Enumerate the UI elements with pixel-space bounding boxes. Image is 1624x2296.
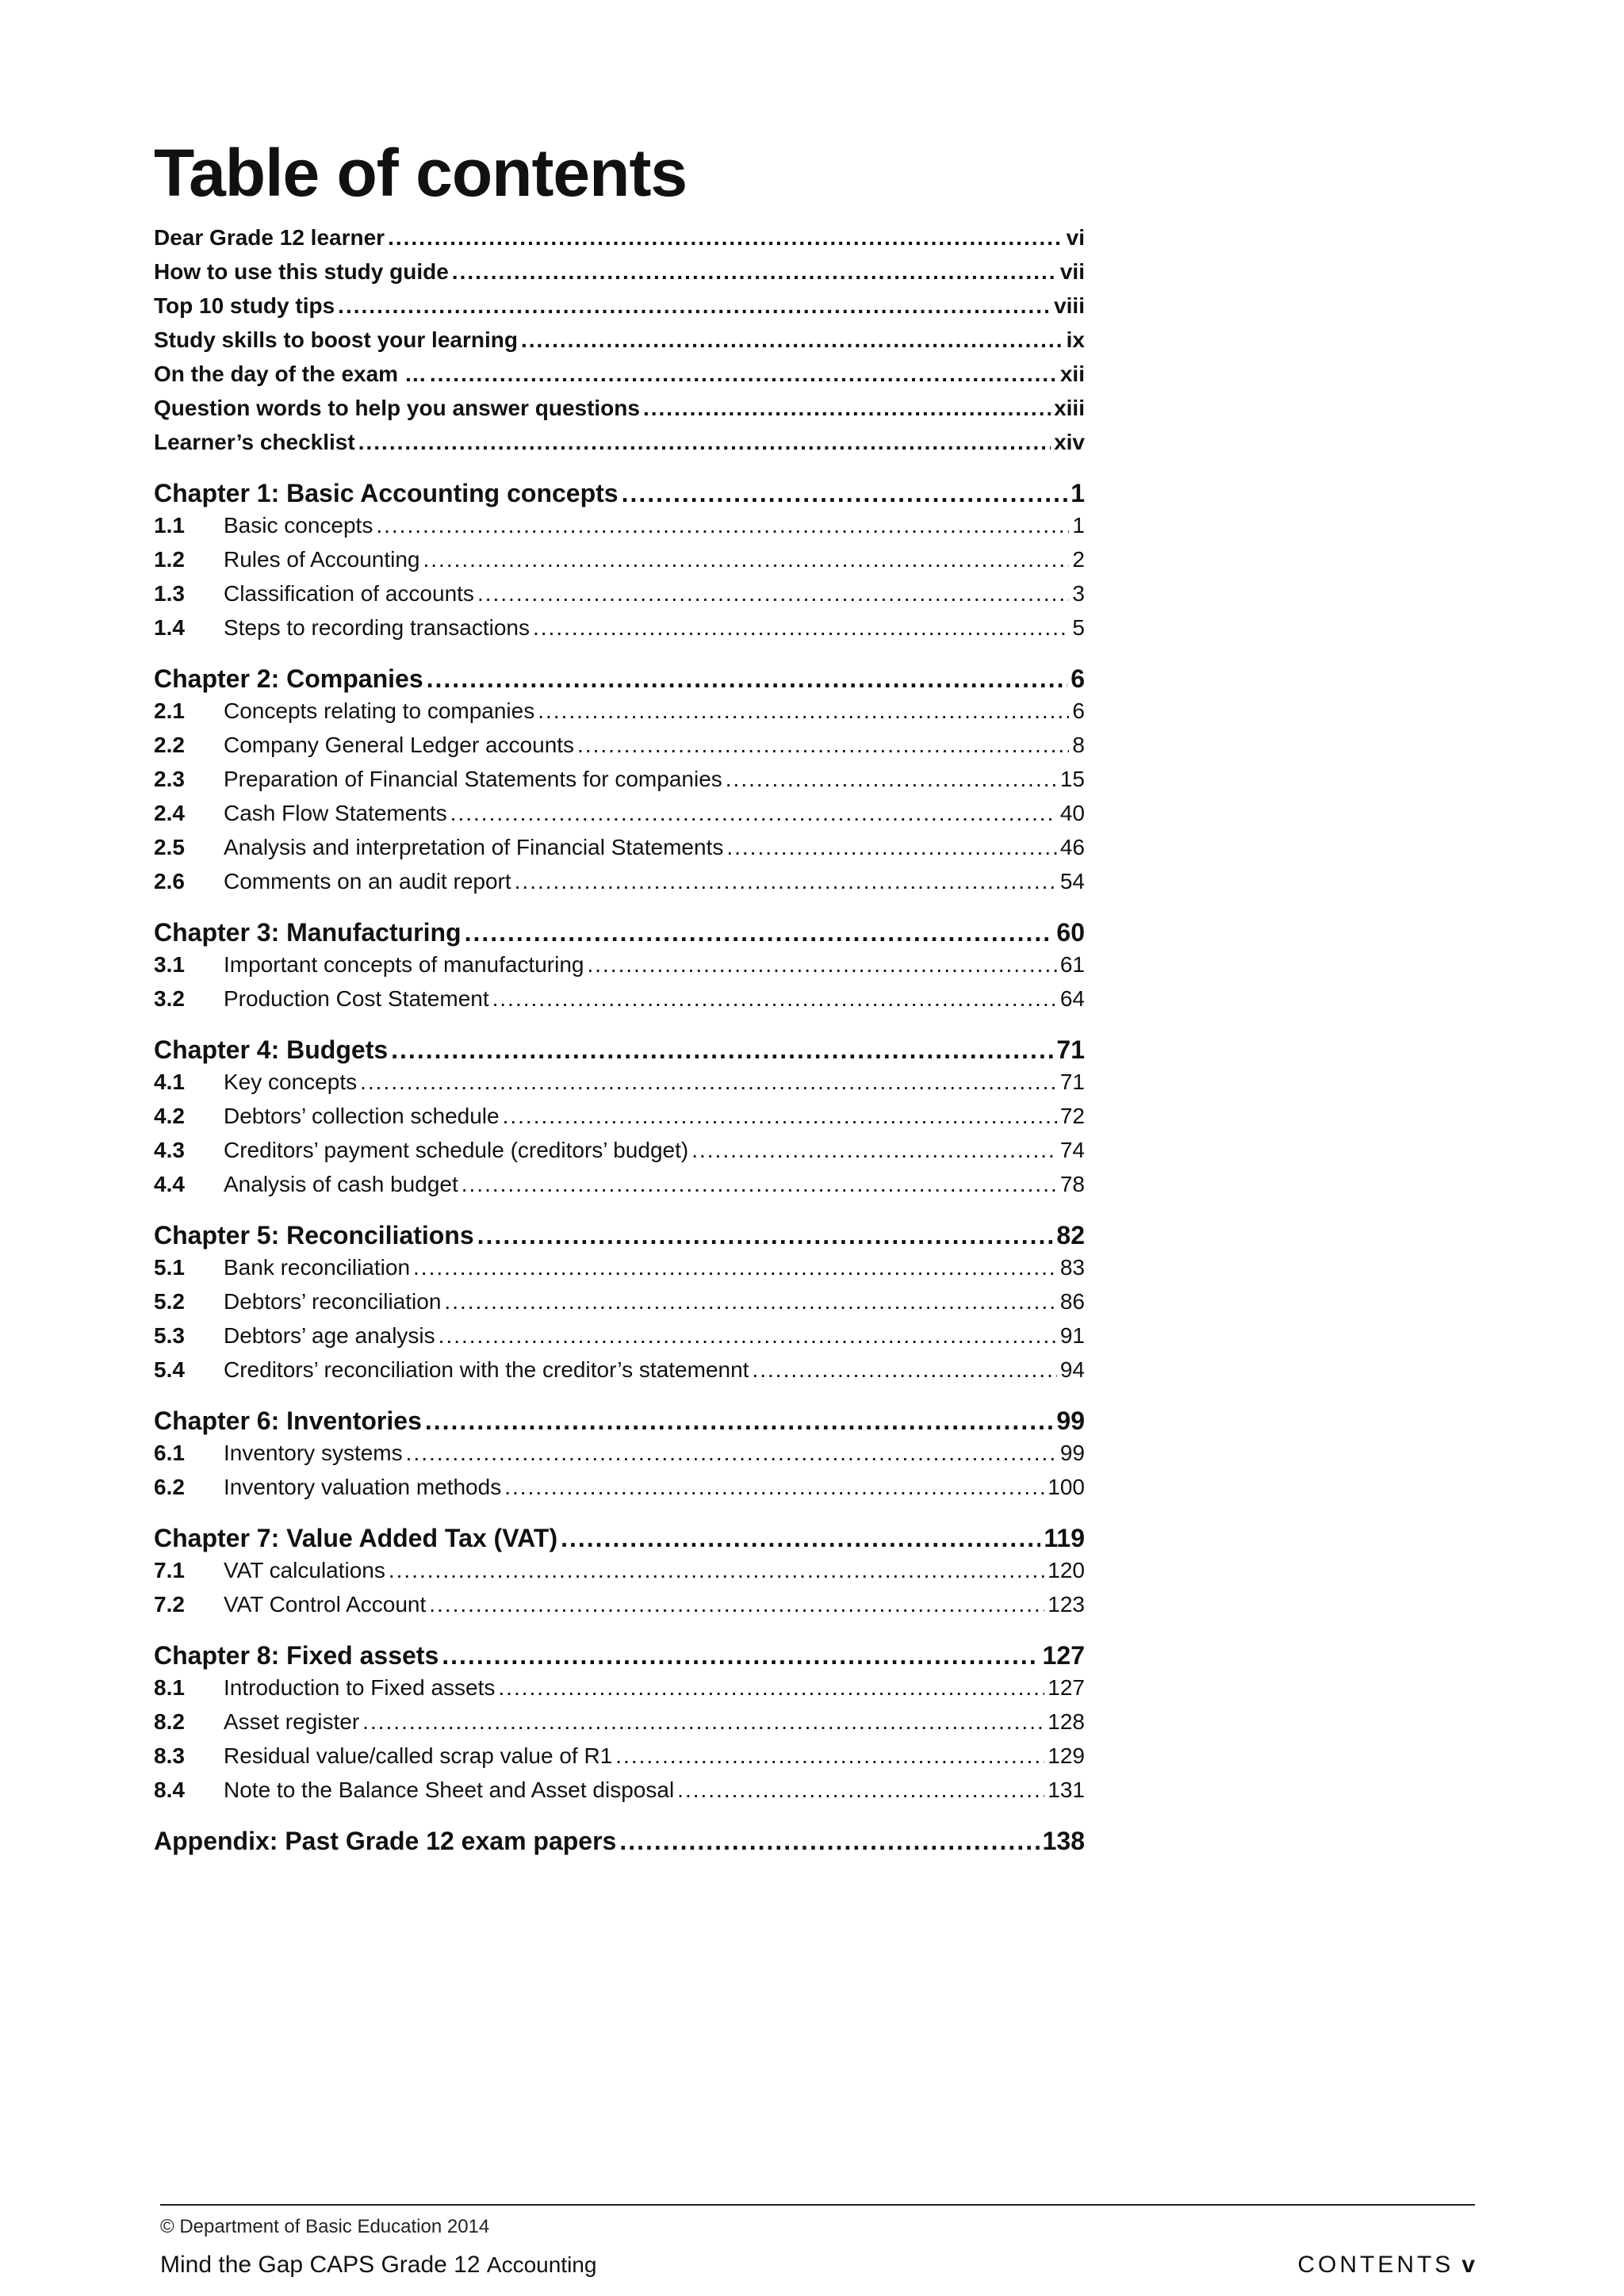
entry-page: xii: [1059, 362, 1085, 386]
dot-leader: [376, 508, 1069, 542]
dot-leader: [504, 1470, 1044, 1504]
dot-leader: [425, 1406, 1054, 1436]
entry-page: 128: [1048, 1709, 1085, 1734]
book-subject: Accounting: [486, 2252, 597, 2277]
dot-leader: [439, 1318, 1057, 1353]
section-entry: [154, 1318, 1085, 1353]
dot-leader: [362, 1705, 1044, 1739]
entry-page: 8: [1072, 733, 1085, 757]
book-title: [160, 2252, 596, 2279]
section-entry: [154, 1436, 1085, 1470]
page-title: Table of contents: [154, 136, 688, 210]
entry-label: Cash Flow Statements: [224, 801, 447, 825]
entry-page: 6: [1071, 664, 1085, 693]
entry-label: Chapter 1: Basic Accounting concepts: [154, 479, 619, 507]
section-number: 7.2: [154, 1592, 185, 1617]
entry-label: Chapter 8: Fixed assets: [154, 1641, 439, 1670]
section-entry: [154, 762, 1085, 796]
entry-label: Inventory valuation methods: [224, 1475, 502, 1499]
entry-label: Inventory systems: [224, 1441, 403, 1465]
section-entry: [154, 1065, 1085, 1099]
entry-page: 74: [1059, 1138, 1085, 1162]
dot-leader: [726, 762, 1057, 796]
section-number: 2.2: [154, 733, 185, 757]
section-number: 2.1: [154, 698, 185, 723]
spacer: [154, 898, 1085, 917]
section-number: 4.4: [154, 1172, 185, 1196]
book-title-text: Mind the Gap CAPS Grade 12: [160, 2252, 481, 2278]
dot-leader: [677, 1773, 1044, 1807]
entry-label: How to use this study guide: [154, 259, 449, 284]
spacer: [154, 1807, 1085, 1826]
front-matter-entry: [154, 357, 1085, 391]
section-number: 6.2: [154, 1475, 185, 1499]
spacer: [154, 1201, 1085, 1220]
dot-leader: [360, 1065, 1057, 1099]
entry-page: 94: [1059, 1357, 1085, 1382]
entry-page: 61: [1059, 952, 1085, 977]
entry-label: Debtors’ reconciliation: [224, 1289, 442, 1314]
section-number: 3.2: [154, 986, 185, 1011]
entry-page: 15: [1059, 767, 1085, 791]
section-entry: [154, 1167, 1085, 1201]
dot-leader: [477, 576, 1069, 610]
entry-label: Basic concepts: [224, 513, 373, 538]
dot-leader: [515, 864, 1057, 898]
dot-leader: [430, 357, 1057, 391]
running-head-text: CONTENTS: [1297, 2252, 1454, 2278]
dot-leader: [388, 220, 1063, 254]
front-matter-entry: [154, 289, 1085, 323]
spacer: [154, 1387, 1085, 1406]
chapter-heading: [154, 1220, 1085, 1250]
section-entry: [154, 1099, 1085, 1133]
entry-label: Introduction to Fixed assets: [224, 1675, 496, 1700]
entry-page: vii: [1059, 259, 1085, 284]
spacer: [154, 1016, 1085, 1035]
section-number: 8.2: [154, 1709, 185, 1734]
page-number: v: [1461, 2252, 1475, 2278]
section-number: 8.3: [154, 1743, 185, 1768]
chapter-heading: [154, 1035, 1085, 1065]
entry-label: Important concepts of manufacturing: [224, 952, 584, 977]
dot-leader: [477, 1220, 1054, 1250]
section-number: 5.2: [154, 1289, 185, 1314]
dot-leader: [521, 323, 1063, 357]
dot-leader: [643, 391, 1051, 425]
dot-leader: [423, 542, 1070, 576]
entry-page: 100: [1048, 1475, 1085, 1499]
section-number: 5.4: [154, 1357, 185, 1382]
dot-leader: [691, 1133, 1057, 1167]
entry-label: Comments on an audit report: [224, 869, 511, 894]
entry-label: Analysis and interpretation of Financial Statements: [224, 835, 724, 859]
section-number: 8.4: [154, 1777, 185, 1802]
entry-page: 40: [1059, 801, 1085, 825]
entry-label: Note to the Balance Sheet and Asset disposal: [224, 1777, 675, 1802]
dot-leader: [442, 1640, 1039, 1670]
dot-leader: [465, 917, 1054, 947]
section-number: 5.1: [154, 1255, 185, 1280]
section-entry: [154, 864, 1085, 898]
entry-label: Study skills to boost your learning: [154, 327, 518, 352]
section-entry: [154, 1587, 1085, 1621]
dot-leader: [413, 1250, 1057, 1284]
dot-leader: [427, 664, 1068, 694]
entry-page: xiii: [1054, 396, 1085, 420]
section-entry: [154, 982, 1085, 1016]
entry-page: 120: [1048, 1558, 1085, 1582]
entry-page: 127: [1048, 1675, 1085, 1700]
dot-leader: [533, 610, 1069, 645]
chapter-heading: [154, 917, 1085, 947]
dot-leader: [429, 1587, 1044, 1621]
section-number: 4.1: [154, 1070, 185, 1094]
entry-page: 1: [1072, 513, 1085, 538]
entry-page: 131: [1048, 1777, 1085, 1802]
section-number: 1.2: [154, 547, 185, 572]
chapter-heading: [154, 1406, 1085, 1436]
footer-divider: [160, 2204, 1475, 2206]
entry-page: 3: [1072, 581, 1085, 606]
table-of-contents: [154, 220, 1085, 1856]
entry-label: Analysis of cash budget: [224, 1172, 458, 1196]
section-number: 1.3: [154, 581, 185, 606]
entry-label: Bank reconciliation: [224, 1255, 411, 1280]
entry-label: VAT calculations: [224, 1558, 385, 1582]
section-entry: [154, 1553, 1085, 1587]
dot-leader: [622, 478, 1068, 508]
entry-label: Rules of Accounting: [224, 547, 420, 572]
dot-leader: [615, 1739, 1044, 1773]
chapter-heading: [154, 1640, 1085, 1670]
section-entry: [154, 1739, 1085, 1773]
section-entry: [154, 947, 1085, 982]
spacer: [154, 1621, 1085, 1640]
entry-page: 72: [1059, 1104, 1085, 1128]
entry-page: 99: [1056, 1406, 1085, 1435]
entry-label: Concepts relating to companies: [224, 698, 535, 723]
running-head: [1297, 2252, 1475, 2279]
entry-label: Company General Ledger accounts: [224, 733, 575, 757]
dot-leader: [450, 796, 1057, 830]
entry-label: Steps to recording transactions: [224, 615, 530, 640]
dot-leader: [444, 1284, 1056, 1318]
dot-leader: [492, 982, 1057, 1016]
entry-label: Question words to help you answer questions: [154, 396, 640, 420]
entry-page: 71: [1059, 1070, 1085, 1094]
dot-leader: [503, 1099, 1057, 1133]
entry-label: Top 10 study tips: [154, 293, 335, 318]
section-number: 6.1: [154, 1441, 185, 1465]
entry-page: 129: [1048, 1743, 1085, 1768]
entry-page: 127: [1042, 1641, 1085, 1670]
section-entry: [154, 1470, 1085, 1504]
dot-leader: [587, 947, 1056, 982]
entry-label: Production Cost Statement: [224, 986, 489, 1011]
entry-label: Debtors’ age analysis: [224, 1323, 435, 1348]
entry-label: Learner’s checklist: [154, 430, 355, 454]
entry-page: ix: [1066, 327, 1085, 352]
section-number: 4.3: [154, 1138, 185, 1162]
section-number: 2.3: [154, 767, 185, 791]
section-entry: [154, 830, 1085, 864]
section-entry: [154, 1670, 1085, 1705]
section-number: 7.1: [154, 1558, 185, 1582]
entry-label: Debtors’ collection schedule: [224, 1104, 500, 1128]
dot-leader: [462, 1167, 1057, 1201]
entry-page: 46: [1059, 835, 1085, 859]
entry-page: 119: [1044, 1524, 1085, 1552]
section-number: 1.4: [154, 615, 185, 640]
section-entry: [154, 728, 1085, 762]
dot-leader: [338, 289, 1051, 323]
front-matter-entry: [154, 254, 1085, 289]
entry-label: Chapter 7: Value Added Tax (VAT): [154, 1524, 558, 1552]
entry-label: On the day of the exam …: [154, 362, 427, 386]
entry-page: 6: [1072, 698, 1085, 723]
section-entry: [154, 1133, 1085, 1167]
dot-leader: [538, 694, 1069, 728]
entry-page: 86: [1059, 1289, 1085, 1314]
entry-label: Key concepts: [224, 1070, 358, 1094]
section-entry: [154, 1284, 1085, 1318]
dot-leader: [577, 728, 1069, 762]
entry-label: VAT Control Account: [224, 1592, 427, 1617]
spacer: [154, 459, 1085, 478]
front-matter-entry: [154, 425, 1085, 459]
section-number: 8.1: [154, 1675, 185, 1700]
entry-label: Preparation of Financial Statements for companies: [224, 767, 722, 791]
dot-leader: [619, 1826, 1039, 1856]
entry-page: 71: [1056, 1035, 1085, 1064]
spacer: [154, 645, 1085, 664]
dot-leader: [498, 1670, 1044, 1705]
appendix-heading: [154, 1826, 1085, 1856]
section-number: 2.6: [154, 869, 185, 894]
entry-label: Classification of accounts: [224, 581, 474, 606]
section-number: 3.1: [154, 952, 185, 977]
entry-page: viii: [1054, 293, 1085, 318]
entry-page: 2: [1072, 547, 1085, 572]
copyright-notice: © Department of Basic Education 2014: [160, 2216, 490, 2237]
dot-leader: [452, 254, 1057, 289]
dot-leader: [406, 1436, 1057, 1470]
entry-page: 78: [1059, 1172, 1085, 1196]
section-entry: [154, 1250, 1085, 1284]
entry-page: 138: [1042, 1827, 1085, 1855]
section-entry: [154, 796, 1085, 830]
section-entry: [154, 1353, 1085, 1387]
entry-label: Chapter 4: Budgets: [154, 1035, 389, 1064]
entry-page: 60: [1056, 918, 1085, 947]
section-entry: [154, 694, 1085, 728]
spacer: [154, 1504, 1085, 1523]
entry-label: Appendix: Past Grade 12 exam papers: [154, 1827, 617, 1855]
entry-label: Chapter 2: Companies: [154, 664, 423, 693]
entry-label: Residual value/called scrap value of R1: [224, 1743, 613, 1768]
section-entry: [154, 508, 1085, 542]
entry-page: 123: [1048, 1592, 1085, 1617]
section-number: 5.3: [154, 1323, 185, 1348]
front-matter-entry: [154, 391, 1085, 425]
entry-page: 54: [1059, 869, 1085, 894]
dot-leader: [561, 1523, 1040, 1553]
section-entry: [154, 610, 1085, 645]
section-number: 4.2: [154, 1104, 185, 1128]
section-number: 2.4: [154, 801, 185, 825]
dot-leader: [389, 1553, 1044, 1587]
entry-label: Creditors’ reconciliation with the creditor’s statemennt: [224, 1357, 749, 1382]
entry-page: 99: [1059, 1441, 1085, 1465]
entry-page: 1: [1071, 479, 1085, 507]
section-number: 1.1: [154, 513, 185, 538]
chapter-heading: [154, 478, 1085, 508]
section-entry: [154, 1705, 1085, 1739]
dot-leader: [726, 830, 1057, 864]
front-matter-entry: [154, 323, 1085, 357]
entry-page: 64: [1059, 986, 1085, 1011]
front-matter-entry: [154, 220, 1085, 254]
entry-page: 83: [1059, 1255, 1085, 1280]
entry-page: 91: [1059, 1323, 1085, 1348]
chapter-heading: [154, 1523, 1085, 1553]
dot-leader: [752, 1353, 1056, 1387]
entry-label: Creditors’ payment schedule (creditors’ budget): [224, 1138, 689, 1162]
entry-label: Chapter 5: Reconciliations: [154, 1221, 474, 1249]
entry-label: Chapter 3: Manufacturing: [154, 918, 462, 947]
dot-leader: [358, 425, 1051, 459]
entry-label: Asset register: [224, 1709, 360, 1734]
section-number: 2.5: [154, 835, 185, 859]
entry-label: Chapter 6: Inventories: [154, 1406, 422, 1435]
entry-page: 5: [1072, 615, 1085, 640]
section-entry: [154, 542, 1085, 576]
entry-page: 82: [1056, 1221, 1085, 1249]
section-entry: [154, 1773, 1085, 1807]
chapter-heading: [154, 664, 1085, 694]
entry-page: xiv: [1054, 430, 1085, 454]
section-entry: [154, 576, 1085, 610]
entry-label: Dear Grade 12 learner: [154, 225, 385, 250]
entry-page: vi: [1066, 225, 1085, 250]
dot-leader: [391, 1035, 1053, 1065]
